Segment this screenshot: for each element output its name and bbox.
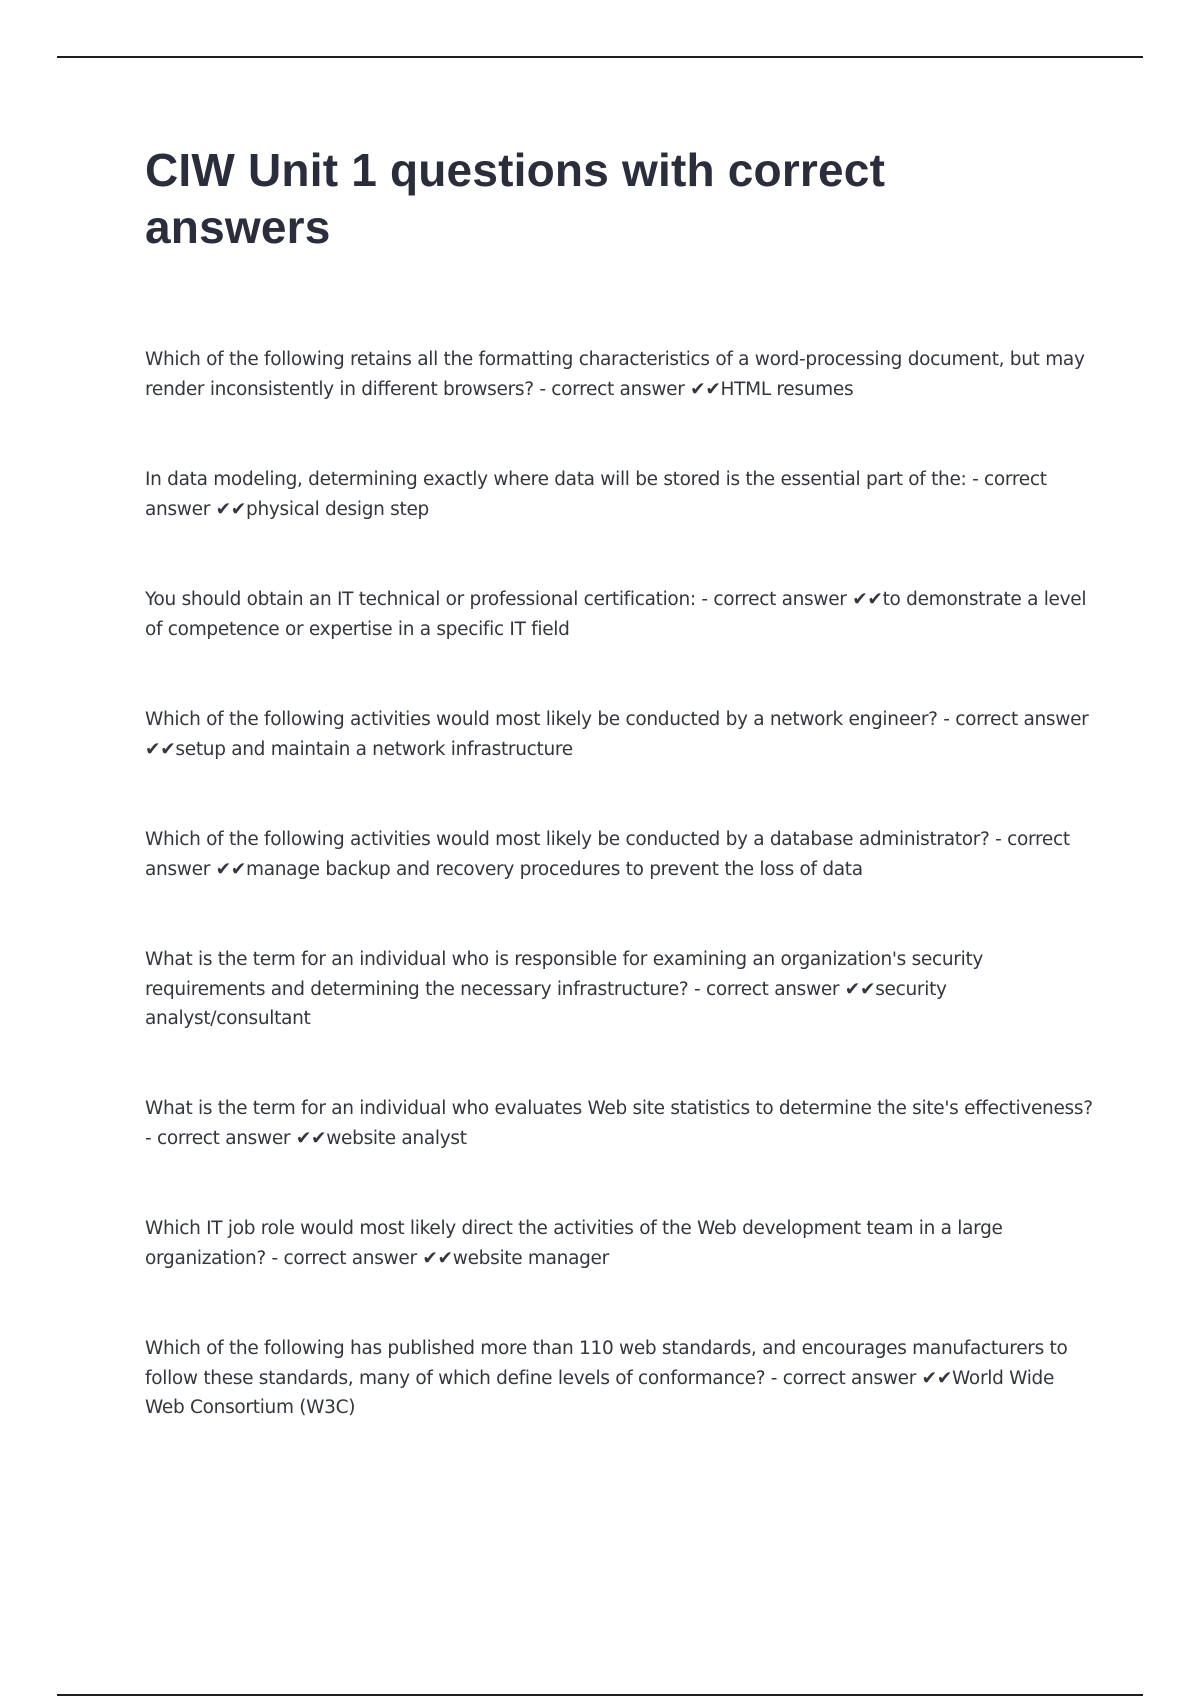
- qa-entry-9: Which of the following has published more than 110 web standards, and encourages manufacturers to follow these standards, many of which define levels of conformance? - correct answer ✔✔World Wide Web Consortium (W3C): [145, 1338, 1068, 1418]
- qa-entry-8: Which IT job role would most likely direct the activities of the Web development team in a large organization? - correct answer ✔✔website manager: [145, 1218, 1003, 1269]
- top-rule: [57, 56, 1143, 58]
- qa-entry-2: In data modeling, determining exactly where data will be stored is the essential part of the: - correct answer ✔✔physical design step: [145, 469, 1047, 520]
- qa-entry-1: Which of the following retains all the formatting characteristics of a word-processing document, but may render inconsistently in different browsers? - correct answer ✔✔HTML resumes: [145, 349, 1085, 400]
- qa-entry-4: Which of the following activities would most likely be conducted by a network engineer? - correct answer ✔✔setup and maintain a network infrastructure: [145, 709, 1089, 760]
- qa-entry-5: Which of the following activities would most likely be conducted by a database administrator? - correct answer ✔✔manage backup and recovery procedures to prevent the loss of data: [145, 829, 1070, 880]
- bottom-rule: [57, 1694, 1143, 1696]
- qa-entry-7: What is the term for an individual who evaluates Web site statistics to determine the site's effectiveness? - correct answer ✔✔website analyst: [145, 1098, 1093, 1149]
- qa-entry-3: You should obtain an IT technical or professional certification: - correct answer ✔✔to demonstrate a level of competence or expertise in a specific IT field: [145, 589, 1087, 640]
- qa-entry-6: What is the term for an individual who is responsible for examining an organization's security requirements and determining the necessary infrastructure? - correct answer ✔✔security analyst/consultant: [145, 949, 984, 1029]
- document-title: CIW Unit 1 questions with correct answers: [145, 144, 886, 253]
